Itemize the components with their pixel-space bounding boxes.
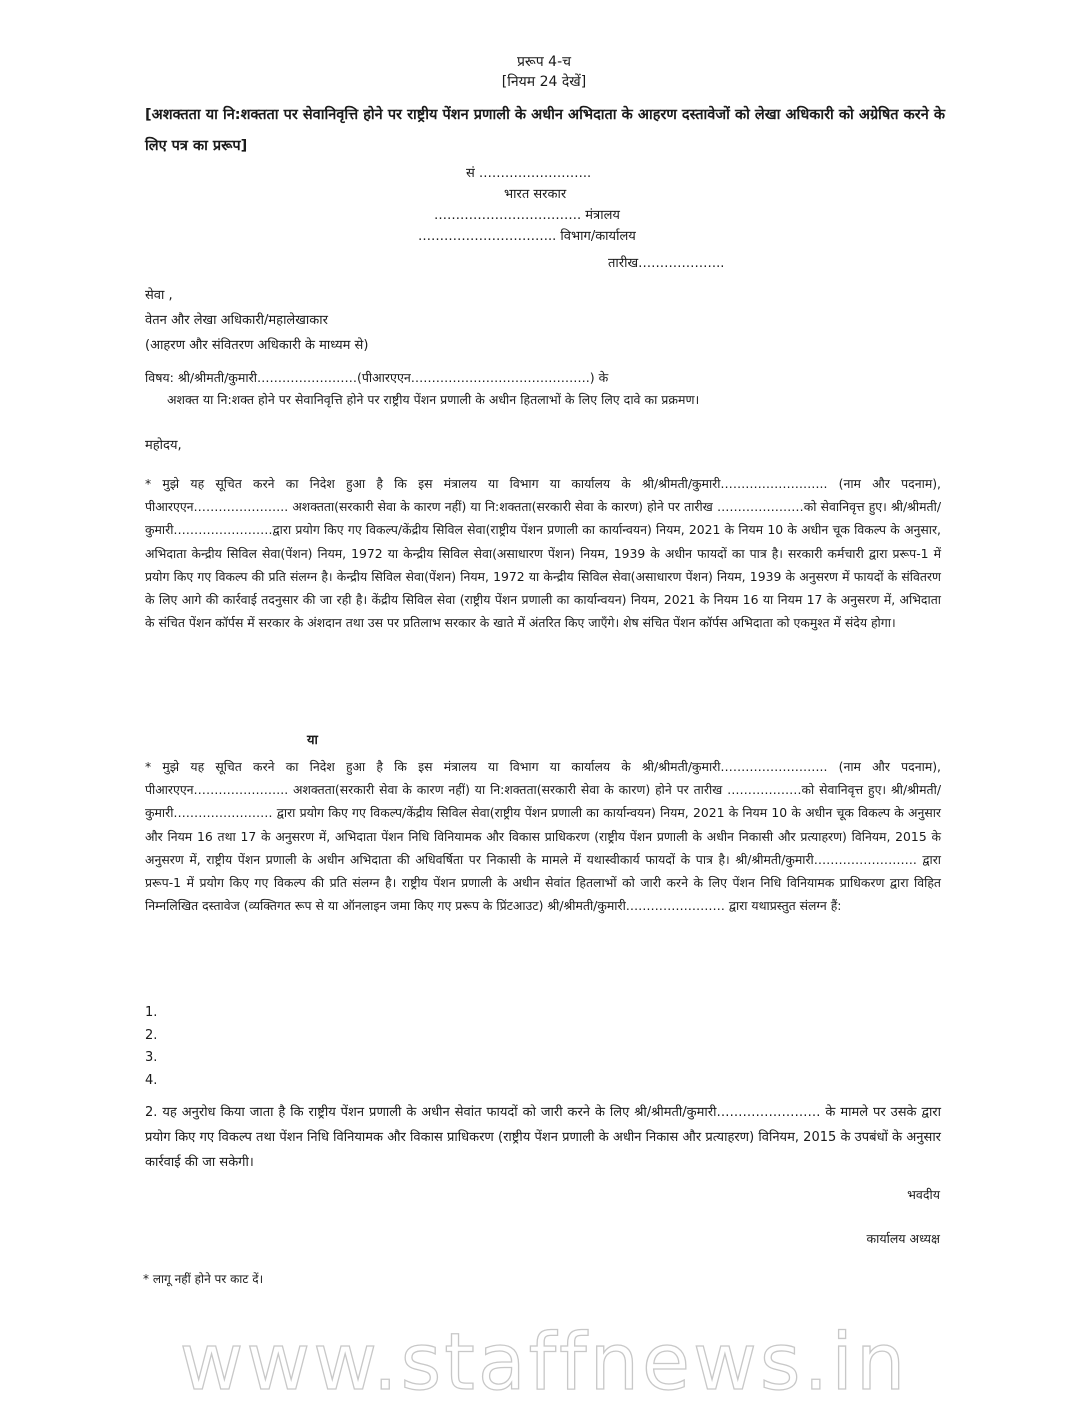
list-item: 2. bbox=[145, 1027, 158, 1043]
address-officer: वेतन और लेखा अधिकारी/महालेखाकार bbox=[145, 313, 328, 328]
footnote: * लागू नहीं होने पर काट दें। bbox=[143, 1272, 264, 1286]
paragraph-option-2: * मुझे यह सूचित करने का निदेश हुआ है कि इस मंत्रालय या विभाग या कार्यालय के श्री/श्रीमती/कुमारी…………………….. (नाम और पदनाम), पीआरएएन………………….. अशक्तता(सरकारी सेवा के कारण नहीं) या नि:शक्तता(सरकारी सेवा के कारण) होने पर तारीख ………………को सेवानिवृत्त हुए। श्री/श्रीमती/कुमारी…………………… द्वारा प्रयोग किए गए विकल्प/केंद्रीय सिविल सेवा(राष्ट्रीय पेंशन प्रणाली का कार्यान्वयन) नियम, 2021 के नियम 10 के अधीन चूक विकल्प के अनुसार और नियम 16 तथा 17 के अनुसरण में, अभिदाता पेंशन निधि विनियामक और विकास प्राधिकरण (राष्ट्रीय पेंशन प्रणाली के अधीन निकासी और प्रत्याहरण) विनियम, 2015 के अनुसरण में, राष्ट्रीय पेंशन प्रणाली के अधीन अभिदाता की अधिवर्षिता पर निकासी के मामले में यथास्वीकार्य फायदों के पात्र है। श्री/श्रीमती/कुमारी……………………. द्वारा प्ररूप-1 में प्रयोग किए गए विकल्प की प्रति संलग्न है। राष्ट्रीय पेंशन प्रणाली के अधीन सेवांत हितलाभों को जारी करने के लिए पेंशन निधि विनियामक प्राधिकरण द्वारा विहित निम्नलिखित दस्तावेज (व्यक्तिगत रूप से या ऑनलाइन जमा किए गए प्ररूप के प्रिंटआउट) श्री/श्रीमती/कुमारी…………………… द्वारा यथाप्रस्तुत संलग्न हैं: bbox=[145, 759, 942, 914]
list-item: 3. bbox=[145, 1050, 158, 1065]
form-number: प्ररूप 4-च bbox=[516, 54, 572, 70]
government-name: भारत सरकार bbox=[504, 187, 567, 202]
or-separator: या bbox=[307, 733, 318, 748]
closing-yours: भवदीय bbox=[907, 1187, 940, 1202]
closing-signatory: कार्यालय अध्यक्ष bbox=[866, 1231, 940, 1246]
enclosure-list bbox=[145, 1002, 157, 1092]
salutation: महोदय, bbox=[145, 438, 182, 453]
subject-line-2: अशक्त या नि:शक्त होने पर सेवानिवृत्ति होने पर राष्ट्रीय पेंशन प्रणाली के अधीन हितलाभों के लिए लिए दावे का प्रक्रमण। bbox=[167, 392, 700, 407]
list-item: 4. bbox=[145, 1072, 158, 1088]
ministry-line: ……………………………. मंत्रालय bbox=[434, 208, 620, 223]
paragraph-option-1: * मुझे यह सूचित करने का निदेश हुआ है कि इस मंत्रालय या विभाग या कार्यालय के श्री/श्रीमती/कुमारी…………………….. (नाम और पदनाम), पीआरएएन………………….. अशक्तता(सरकारी सेवा के कारण नहीं) या नि:शक्तता(सरकारी सेवा के कारण) होने पर तारीख …………………को सेवानिवृत्त हुए। श्री/श्रीमती/कुमारी……………………द्वारा प्रयोग किए गए विकल्प/केंद्रीय सिविल सेवा(राष्ट्रीय पेंशन प्रणाली का कार्यान्वयन) नियम, 2021 के नियम 10 के अधीन चूक विकल्प के अनुसार, अभिदाता केन्द्रीय सिविल सेवा(पेंशन) नियम, 1972 या केन्द्रीय सिविल सेवा(असाधारण पेंशन) नियम, 1939 के अधीन फायदों का पात्र है। सरकारी कर्मचारी द्वारा प्ररूप-1 में प्रयोग किए गए विकल्प की प्रति संलग्न है। केन्द्रीय सिविल सेवा(पेंशन) नियम, 1972 या केन्द्रीय सिविल सेवा(असाधारण पेंशन) नियम, 1939 के अनुसरण में फायदों के संवितरण के लिए आगे की कार्रवाई तदनुसार की जा रही है। केंद्रीय सिविल सेवा (राष्ट्रीय पेंशन प्रणाली का कार्यान्वयन) नियम, 2021 के नियम 16 या नियम 17 के अनुसरण में, अभिदाता के संचित पेंशन कॉर्पस में सरकार के अंशदान तथा उस पर प्रतिलाभ सरकार के खाते में अंतरित किए जाएँगे। शेष संचित पेंशन कॉर्पस अभिदाता को एकमुश्त में संदेय होगा। bbox=[145, 476, 941, 631]
address-block bbox=[145, 283, 745, 358]
watermark: www.staffnews.in bbox=[179, 1318, 909, 1408]
subject-line-1: विषय: श्री/श्रीमती/कुमारी……………………(पीआरएएन…………………………………….) के bbox=[145, 370, 609, 385]
list-item: 1. bbox=[145, 1005, 158, 1020]
address-to: सेवा , bbox=[145, 288, 173, 303]
address-through: (आहरण और संवितरण अधिकारी के माध्यम से) bbox=[145, 338, 369, 353]
reference-number: सं …………………….. bbox=[466, 166, 592, 181]
department-line: ………………………….. विभाग/कार्यालय bbox=[418, 229, 636, 244]
reference-block bbox=[400, 163, 725, 274]
form-heading: [अशक्तता या नि:शक्तता पर सेवानिवृत्ति होने पर राष्ट्रीय पेंशन प्रणाली के अधीन अभिदाता के आहरण दस्तावेजों को लेखा अधिकारी को अग्रेषित करने के लिए पत्र का प्ररूप] bbox=[145, 107, 945, 154]
subject-block bbox=[145, 367, 945, 411]
date-line: तारीख……………….. bbox=[608, 256, 725, 271]
paragraph-request: 2. यह अनुरोध किया जाता है कि राष्ट्रीय पेंशन प्रणाली के अधीन सेवांत फायदों को जारी करने के लिए श्री/श्रीमती/कुमारी…………………… के मामले पर उसके द्वारा प्रयोग किए गए विकल्प तथा पेंशन निधि विनियामक और विकास प्राधिकरण (राष्ट्रीय पेंशन प्रणाली के अधीन निकास और प्रत्याहरण) विनियम, 2015 के उपबंधों के अनुसार कार्रवाई की जा सकेगी। bbox=[145, 1105, 941, 1170]
rule-reference: [नियम 24 देखें] bbox=[501, 74, 587, 90]
